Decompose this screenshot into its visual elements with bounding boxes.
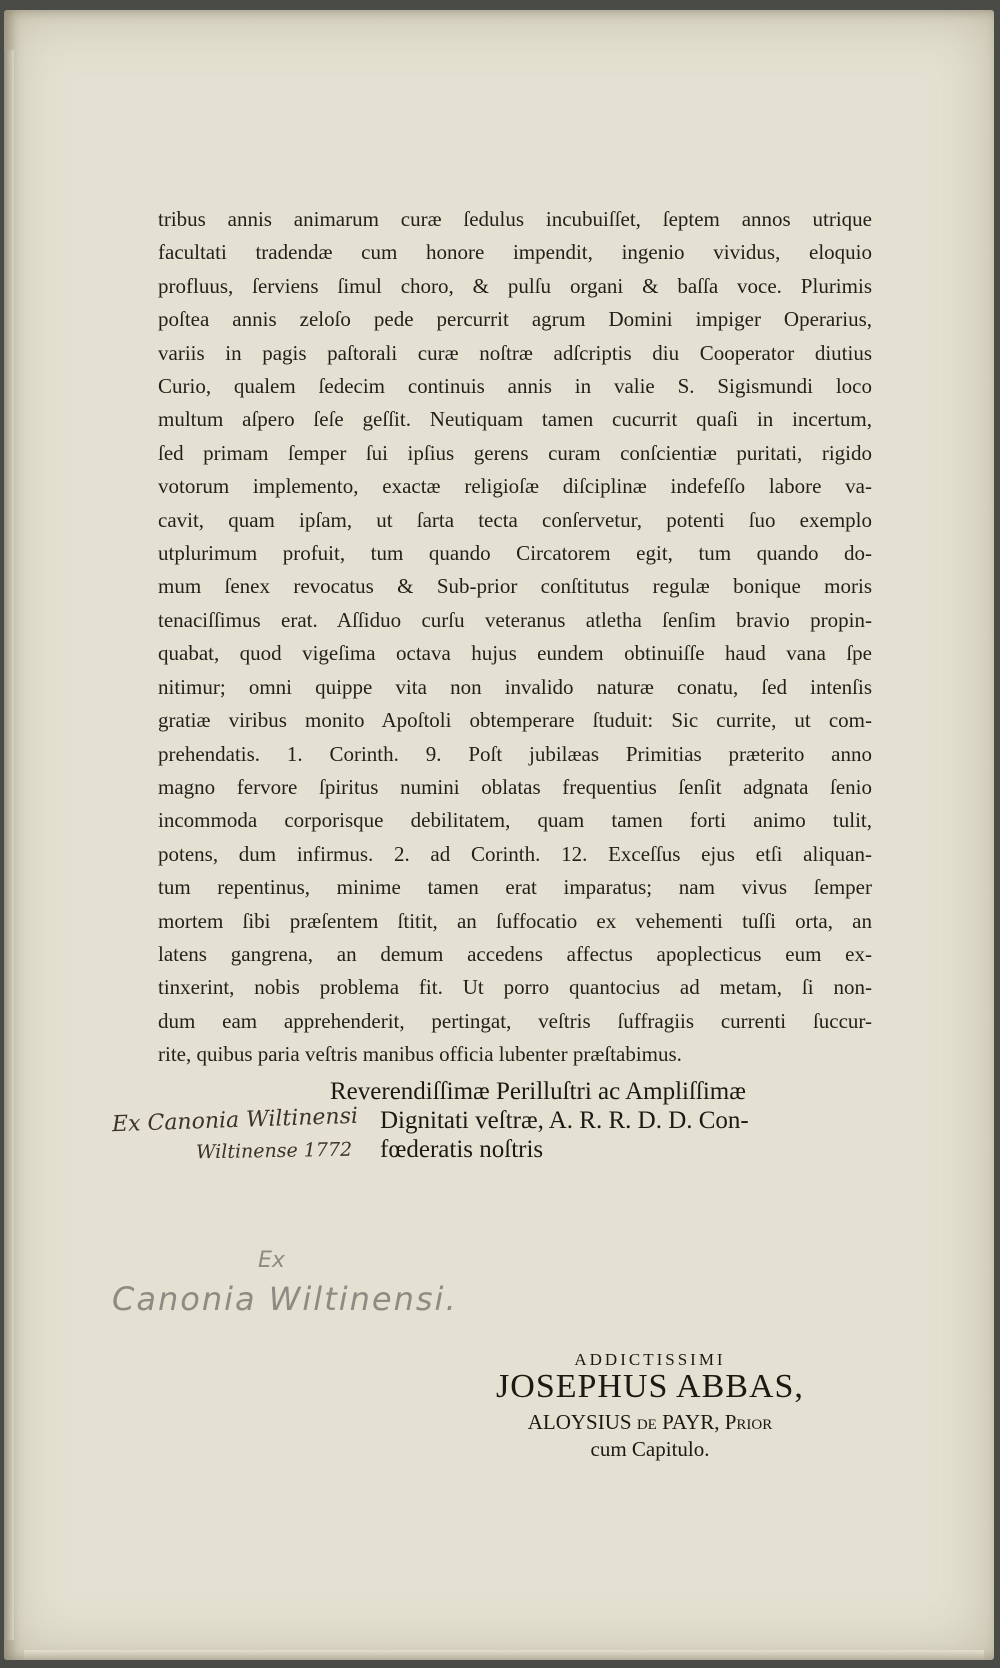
text-line: gratiæ viribus monito Apoſtoli obtemperare ſtuduit: Sic currite, ut com- xyxy=(158,708,872,733)
text-line: dum eam apprehenderit, pertingat, veſtris ſuffragiis currenti ſuccur- xyxy=(158,1008,872,1033)
text-line: variis in pagis paſtorali curæ noſtræ adſcriptis diu Cooperator diutius xyxy=(158,340,872,365)
text-line: facultati tradendæ cum honore impendit, ingenio vividus, eloquio xyxy=(158,240,872,265)
text-line: Curio, qualem ſedecim continuis annis in valie S. Sigismundi loco xyxy=(158,374,872,399)
text-line: mum ſenex revocatus & Sub-prior conſtitutus regulæ bonique moris xyxy=(158,574,872,599)
pencil-note: Canonia Wiltinensi. xyxy=(112,1280,458,1318)
handwritten-ink-note: Ex Canonia Wiltinensi xyxy=(111,1103,359,1138)
text-line: nitimur; omni quippe vita non invalido naturæ conatu, ſed intenſis xyxy=(158,674,872,699)
signature-abbot: JOSEPHUS ABBAS, xyxy=(496,1368,804,1405)
text-line: incommoda corporisque debilitatem, quam tamen forti animo tulit, xyxy=(158,808,872,833)
text-line: latens gangrena, an demum accedens affectus apoplecticus eum ex- xyxy=(158,941,872,966)
handwritten-ink-date: Wiltinense 1772 xyxy=(195,1138,353,1164)
page-bottom-edge xyxy=(24,1650,984,1660)
signature-closing: ADDICTISSIMI xyxy=(574,1350,726,1369)
text-line: rite, quibus paria veſtris manibus officia lubenter præſtabimus. xyxy=(158,1042,682,1067)
signature-chapter: cum Capitulo. xyxy=(590,1437,710,1461)
text-line: tinxerint, nobis problema fit. Ut porro quantocius ad metam, ſi non- xyxy=(158,975,872,1000)
text-line: magno fervore ſpiritus numini oblatas frequentius ſenſit adgnata ſenio xyxy=(158,774,872,799)
text-line: tenaciſſimus erat. Aſſiduo curſu veteranus atletha ſenſim bravio propin- xyxy=(158,607,872,632)
text-line: prehendatis. 1. Corinth. 9. Poſt jubilæas Primitias præterito anno xyxy=(158,741,872,766)
text-line: votorum implemento, exactæ religioſæ diſciplinæ indefeſſo labore va- xyxy=(158,474,872,499)
pencil-note-prefix: Ex xyxy=(258,1248,285,1273)
text-line: cavit, quam ipſam, ut ſarta tecta conſervetur, potenti ſuo exemplo xyxy=(158,507,872,532)
text-line: ſed primam ſemper ſui ipſius gerens curam conſcientiæ puritati, rigido xyxy=(158,440,872,465)
text-line: poſtea annis zeloſo pede percurrit agrum Domini impiger Operarius, xyxy=(158,307,872,332)
text-line: mortem ſibi præſentem ſtitit, an ſuffocatio ex vehementi tuſſi orta, an xyxy=(158,908,872,933)
text-line: profluus, ſerviens ſimul choro, & pulſu organi & baſſa voce. Plurimis xyxy=(158,273,872,298)
body-paragraph xyxy=(158,203,872,1072)
signature-prior: ALOYSIUS de PAYR, Prior xyxy=(527,1410,773,1434)
text-line: potens, dum infirmus. 2. ad Corinth. 12. Exceſſus ejus etſi aliquan- xyxy=(158,841,872,866)
text-line: quabat, quod vigeſima octava hujus eundem obtinuiſſe haud vana ſpe xyxy=(158,641,872,666)
text-line: utplurimum profuit, tum quando Circatorem egit, tum quando do- xyxy=(158,541,872,566)
salutation-line: Reverendiſſimæ Perilluſtri ac Ampliſſimæ xyxy=(330,1078,746,1105)
salutation-block xyxy=(330,1077,749,1164)
page-left-edge xyxy=(4,50,14,1640)
text-line: tum repentinus, minime tamen erat imparatus; nam vivus ſemper xyxy=(158,875,872,900)
text-line: tribus annis animarum curæ ſedulus incubuiſſet, ſeptem annos utrique xyxy=(158,207,872,231)
salutation-line: fœderatis noſtris xyxy=(380,1136,544,1163)
text-line: multum aſpero ſeſe geſſit. Neutiquam tamen cucurrit quaſi in incertum, xyxy=(158,407,872,432)
salutation-line: Dignitati veſtræ, A. R. R. D. D. Con- xyxy=(380,1107,749,1134)
